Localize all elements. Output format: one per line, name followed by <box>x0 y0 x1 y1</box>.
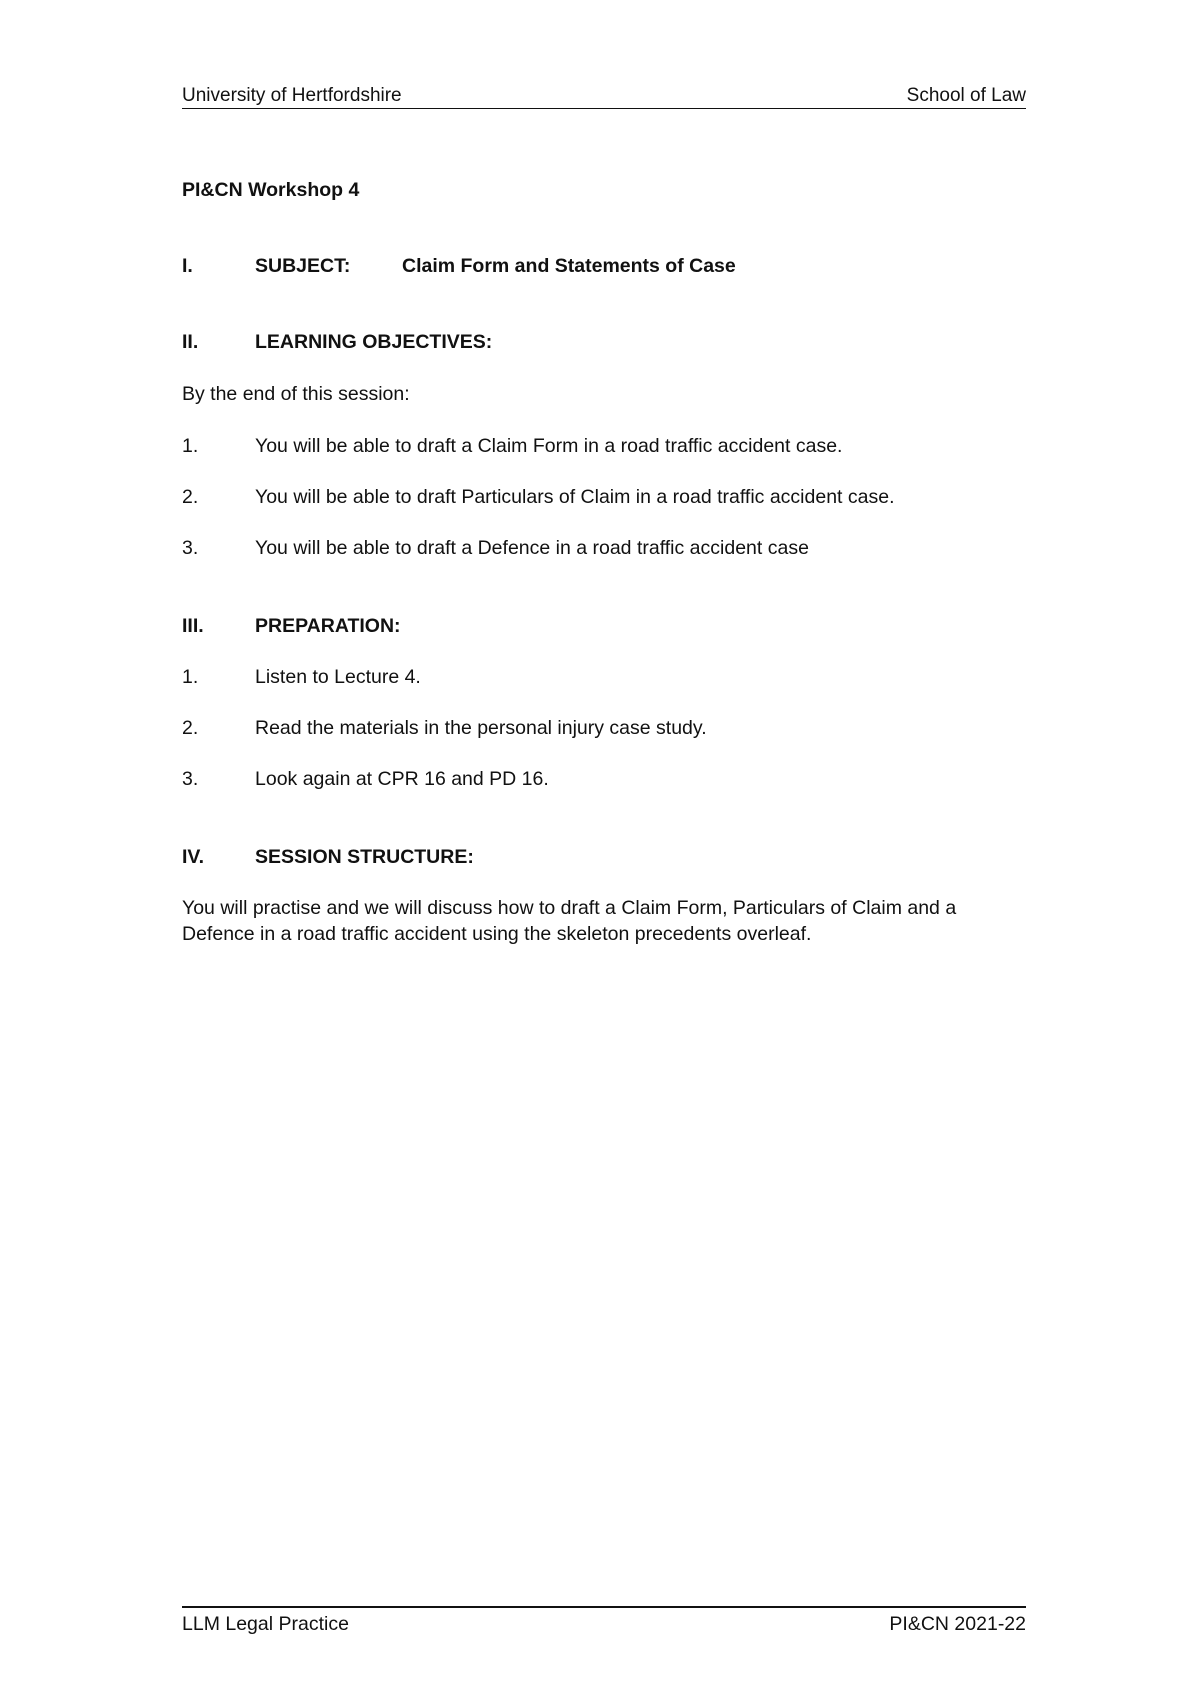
preparation-item-number: 2. <box>182 717 199 739</box>
objective-item-text: You will be able to draft a Defence in a road traffic accident case <box>255 537 809 559</box>
footer-programme: LLM Legal Practice <box>182 1613 349 1635</box>
objective-item-number: 3. <box>182 537 199 559</box>
structure-paragraph: You will practise and we will discuss how to draft a Claim Form, Particulars of Claim and a Defence in a road traffic accident using the skeleton precedents overleaf. <box>182 897 957 945</box>
preparation-item-text: Read the materials in the personal injury case study. <box>255 717 707 739</box>
subject-section-label: SUBJECT: <box>255 255 351 277</box>
subject-section-number: I. <box>182 255 193 277</box>
objective-item-text: You will be able to draft Particulars of Claim in a road traffic accident case. <box>255 486 895 508</box>
page-header <box>182 84 1026 109</box>
preparation-item-text: Listen to Lecture 4. <box>255 666 421 688</box>
page-footer <box>182 1606 1026 1636</box>
preparation-section-number: III. <box>182 615 204 637</box>
header-institution: University of Hertfordshire <box>182 85 402 106</box>
objective-item-number: 2. <box>182 486 199 508</box>
structure-section-label: SESSION STRUCTURE: <box>255 846 474 868</box>
subject-value: Claim Form and Statements of Case <box>402 255 736 277</box>
objectives-section-label: LEARNING OBJECTIVES: <box>255 331 493 353</box>
objective-item-number: 1. <box>182 435 199 457</box>
objective-item-text: You will be able to draft a Claim Form in a road traffic accident case. <box>255 435 843 457</box>
objectives-intro: By the end of this session: <box>182 383 410 405</box>
header-school: School of Law <box>906 85 1026 106</box>
footer-module-year: PI&CN 2021-22 <box>889 1613 1026 1635</box>
preparation-item-number: 1. <box>182 666 199 688</box>
preparation-section-label: PREPARATION: <box>255 615 401 637</box>
structure-section-number: IV. <box>182 846 205 868</box>
preparation-item-text: Look again at CPR 16 and PD 16. <box>255 768 549 790</box>
document-title: PI&CN Workshop 4 <box>182 179 360 201</box>
preparation-item-number: 3. <box>182 768 199 790</box>
objectives-section-number: II. <box>182 331 199 353</box>
